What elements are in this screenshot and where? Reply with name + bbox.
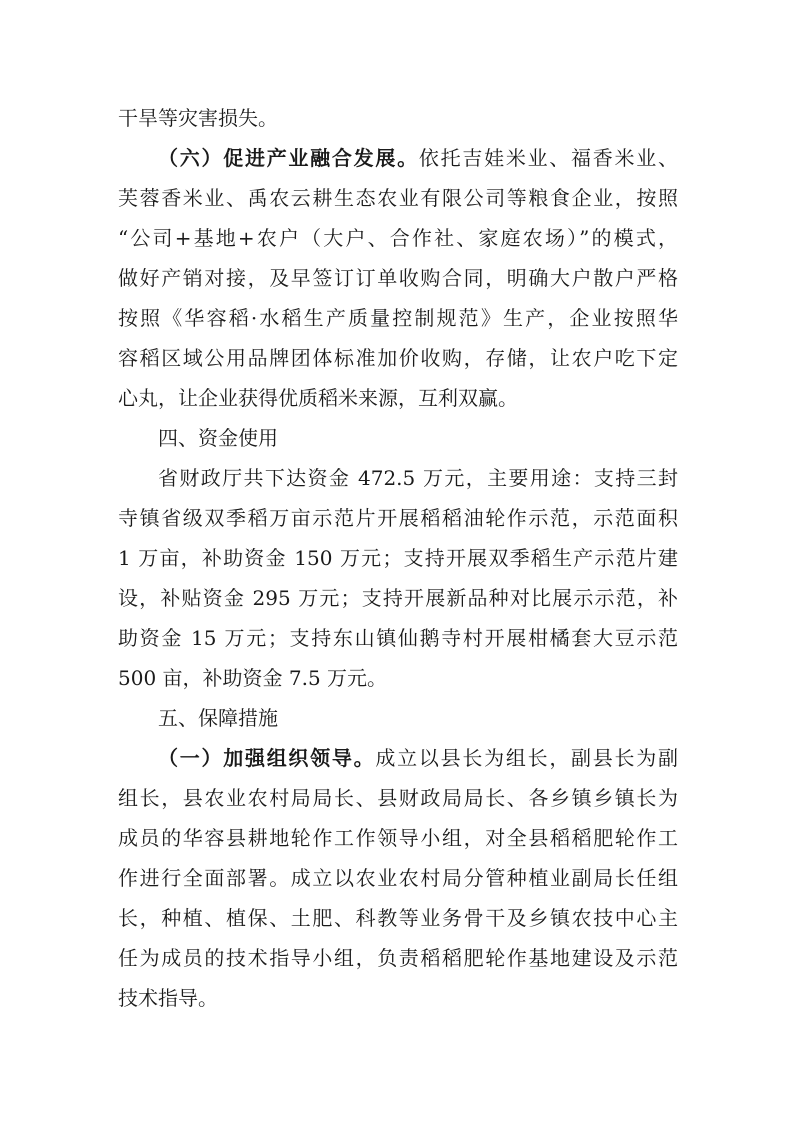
bold-lead: （一）加强组织领导。: [158, 746, 376, 770]
document-page: [118, 98, 678, 1018]
paragraph-first-line: [118, 738, 678, 778]
text-line: 按照《华容稻·水稻生产质量控制规范》生产，企业按照华: [118, 306, 678, 330]
text-line: 1 万亩，补助资金 150 万元；支持开展双季稻生产示范片建: [118, 546, 678, 570]
text-run: 成立以县长为组长，副县长为副: [375, 746, 679, 770]
text-line: 容稻区域公用品牌团体标准加价收购，存储，让农户吃下定: [118, 346, 678, 370]
text-line: 心丸，让企业获得优质稻米来源，互利双赢。: [118, 386, 518, 410]
text-line: 做好产销对接，及早签订订单收购合同，明确大户散户严格: [118, 266, 678, 290]
text-line: 技术指导。: [118, 986, 218, 1010]
text-line: 组长，县农业农村局局长、县财政局局长、各乡镇乡镇长为: [118, 786, 678, 810]
text-line: 寺镇省级双季稻万亩示范片开展稻稻油轮作示范，示范面积: [118, 506, 678, 530]
section-heading: 四、资金使用: [158, 426, 278, 450]
paragraph-first-line: [118, 138, 678, 178]
text-run: 依托吉娃米业、福香米业、: [418, 146, 679, 170]
text-line: 助资金 15 万元；支持东山镇仙鹅寺村开展柑橘套大豆示范: [118, 626, 678, 650]
text-line: 省财政厅共下达资金 472.5 万元，主要用途：支持三封: [158, 466, 678, 490]
text-line: 干旱等灾害损失。: [118, 106, 278, 130]
text-line: 芙蓉香米业、禹农云耕生态农业有限公司等粮食企业，按照: [118, 186, 678, 210]
text-line: 设，补贴资金 295 万元；支持开展新品种对比展示示范，补: [118, 586, 678, 610]
text-line: “公司+基地+农户（大户、合作社、家庭农场）”的模式，: [118, 226, 678, 250]
text-line: 任为成员的技术指导小组，负责稻稻肥轮作基地建设及示范: [118, 946, 678, 970]
text-line: 成员的华容县耕地轮作工作领导小组，对全县稻稻肥轮作工: [118, 826, 678, 850]
section-heading: 五、保障措施: [158, 706, 278, 730]
text-line: 作进行全面部署。成立以农业农村局分管种植业副局长任组: [118, 866, 678, 890]
text-line: 长，种植、植保、土肥、科教等业务骨干及乡镇农技中心主: [118, 906, 678, 930]
bold-lead: （六）促进产业融合发展。: [158, 146, 419, 170]
text-line: 500 亩，补助资金 7.5 万元。: [118, 666, 388, 690]
